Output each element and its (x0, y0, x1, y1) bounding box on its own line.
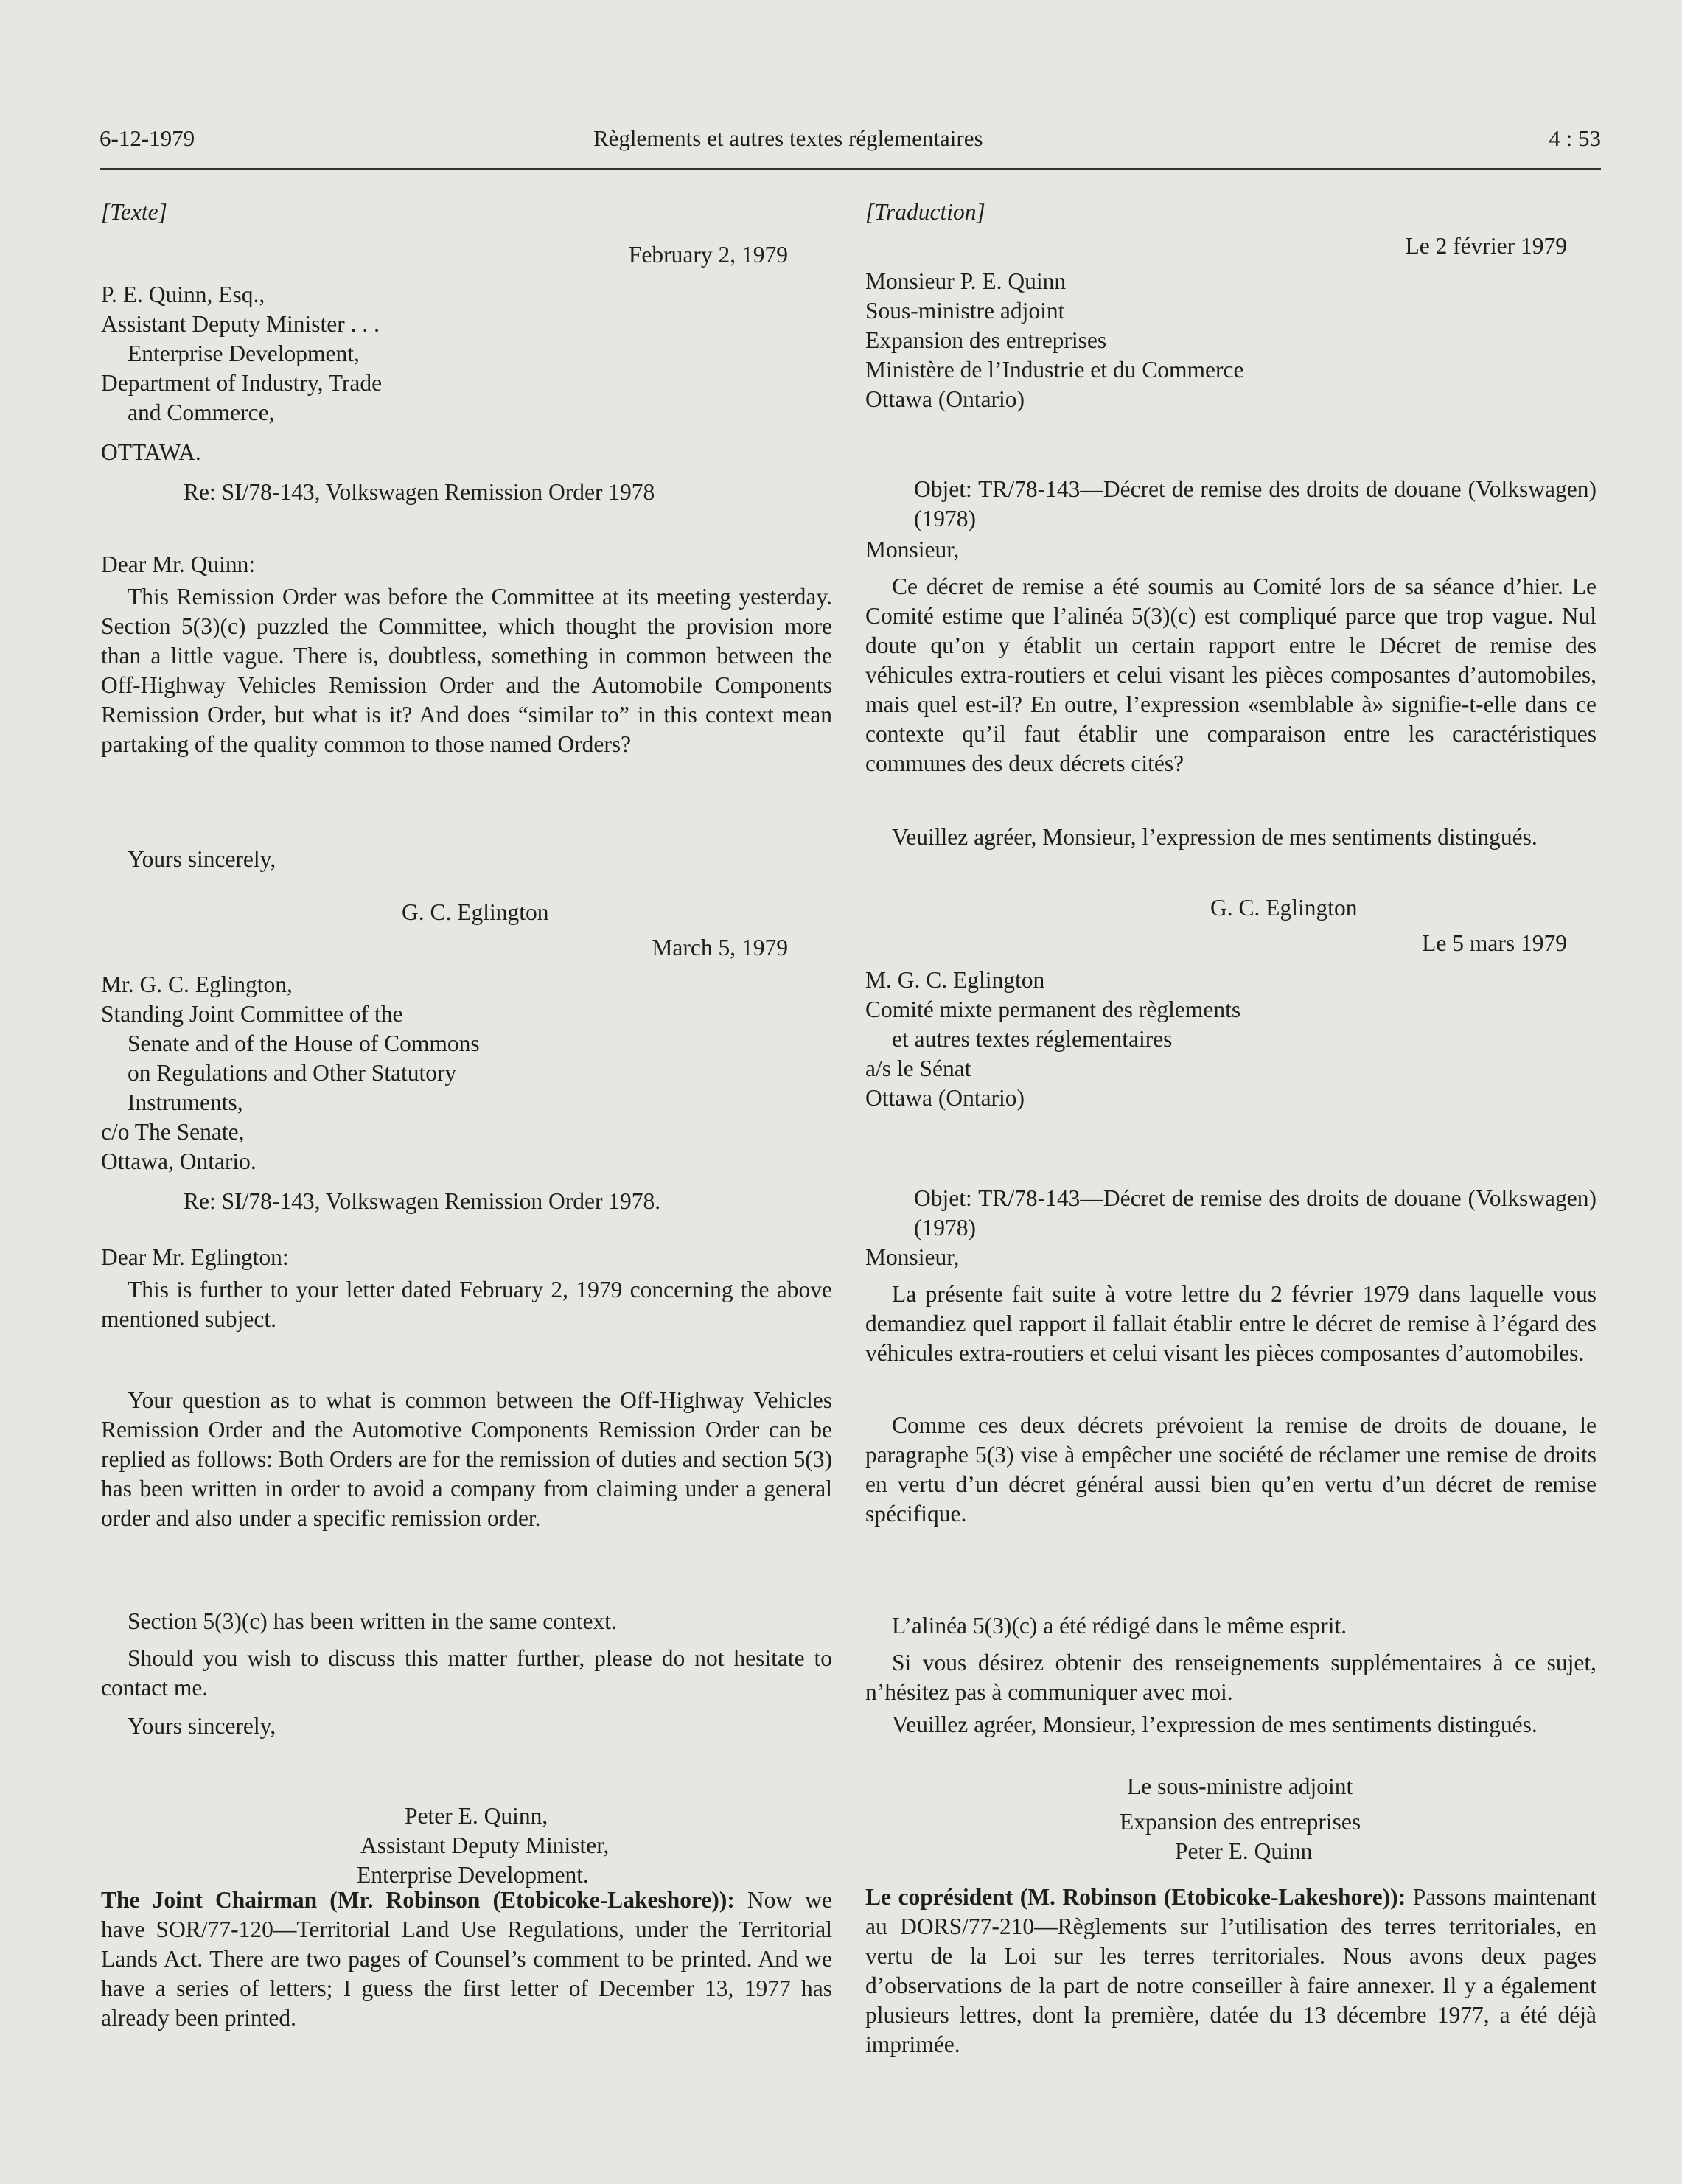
letter1-address (101, 280, 832, 467)
address-line: on Regulations and Other Statutory (128, 1060, 457, 1086)
letter2-paragraph-4: Should you wish to discuss this matter further, please do not hesitate to contact me. (101, 1645, 832, 1700)
address-line: Standing Joint Committee of the (101, 1001, 403, 1027)
letter1-date: February 2, 1979 (628, 242, 788, 268)
signature-line: Assistant Deputy Minister, (360, 1832, 610, 1858)
letter1-closing: Yours sincerely, (128, 846, 276, 872)
letter1-signature: G. C. Eglington (402, 899, 549, 925)
letter1-signature: G. C. Eglington (1210, 895, 1358, 921)
letter2-paragraph-3: L’alinéa 5(3)(c) a été rédigé dans le même esprit. (892, 1613, 1347, 1639)
address-line: Monsieur P. E. Quinn (865, 268, 1067, 294)
letter1-body: Ce décret de remise a été soumis au Comité lors de sa séance d’hier. Le Comité estime que l’alinéa 5(3)(c) est compliqué parce que trop vague. Nul doute qu’on y établit un certain rapport entre le Décret de remise des véhicules extra-routiers et celui visant les pièces composantes d’automobiles, mais quel est-il? En outre, l’expression «semblable à» signifie-t-elle dans ce contexte qu’il faut établir une comparaison entre les caractéristiques communes des deux décrets cités? (865, 573, 1596, 776)
letter1-closing: Veuillez agréer, Monsieur, l’expression de mes sentiments distingués. (892, 824, 1538, 850)
address-line: et autres textes réglementaires (892, 1026, 1173, 1052)
address-line: Senate and of the House of Commons (128, 1030, 480, 1056)
letter2-paragraph-4: Si vous désirez obtenir des renseignements supplémentaires à ce sujet, n’hésitez pas à communiquer avec moi. (865, 1650, 1596, 1705)
address-line: Comité mixte permanent des règlements (865, 997, 1241, 1022)
letter1-date: Le 2 février 1979 (1405, 233, 1567, 259)
address-line: and Commerce, (128, 400, 275, 425)
speaker-name: The Joint Chairman (Mr. Robinson (Etobicoke-Lakeshore)): (101, 1887, 735, 1913)
address-line: Ottawa, Ontario. (101, 1148, 257, 1174)
chairman-remarks (101, 1885, 832, 2033)
letter2-salutation: Monsieur, (865, 1244, 960, 1270)
address-line: OTTAWA. (101, 439, 201, 465)
address-line: a/s le Sénat (865, 1056, 971, 1081)
address-line: Enterprise Development, (128, 341, 360, 366)
letter1-salutation: Dear Mr. Quinn: (101, 551, 256, 577)
address-line: Expansion des entreprises (865, 327, 1107, 353)
letter2-address (101, 970, 832, 1176)
letter2-date: Le 5 mars 1979 (1422, 930, 1567, 956)
letter2-subject: Objet: TR/78-143—Décret de remise des droits de douane (Volkswagen) (1978) (914, 1185, 1596, 1241)
letter2-date: March 5, 1979 (652, 935, 788, 960)
address-line: Instruments, (128, 1089, 243, 1115)
letter2-paragraph-2: Your question as to what is common between the Off-Highway Vehicles Remission Order and the Automotive Components Remission Order can be replied as follows: Both Orders are for the remission of duties and section 5(3) has been written in order to avoid a company from claiming under a general order and also under a specific remission order. (101, 1387, 832, 1531)
letter2-signature (865, 1772, 1596, 1866)
chairman-remarks (865, 1883, 1596, 2059)
signature-line: Expansion des entreprises (1120, 1809, 1361, 1835)
address-line: M. G. C. Eglington (865, 967, 1045, 993)
letter1-body: This Remission Order was before the Committee at its meeting yesterday. Section 5(3)(c) puzzled the Committee, which thought the provision more than a little vague. There is, doubtless, something in common between the Off-Highway Vehicles Remission Order and the Automobile Components Remission Order, but what is it? And does “similar to” in this context mean partaking of the quality common to those named Orders? (101, 584, 832, 757)
speaker-text: Now we have SOR/77-120—Territorial Land Use Regulations, under the Territorial Lands Act. There are two pages of Counsel’s comment to be printed. And we have a series of letters; I guess the first letter of December 13, 1977 has already been printed. (101, 1887, 832, 2031)
subject-text: Objet: TR/78-143—Décret de remise des droits de douane (Volkswagen) (1978) (914, 476, 1596, 531)
letter2-paragraph-1: This is further to your letter dated February 2, 1979 concerning the above mentioned subject. (101, 1277, 832, 1332)
letter2-paragraph-2: Comme ces deux décrets prévoient la remise de droits de douane, le paragraphe 5(3) vise à empêcher une société de réclamer une remise de droits en vertu d’un décret général aussi bien qu’en vertu d’un décret de remise spécifique. (865, 1412, 1596, 1527)
signature-line: Peter E. Quinn (1175, 1838, 1313, 1864)
letter1-salutation: Monsieur, (865, 537, 960, 562)
letter2-paragraph-1: La présente fait suite à votre lettre du 2 février 1979 dans laquelle vous demandiez quel rapport il fallait établir entre le décret de remise à l’égard des véhicules extra-routiers et celui visant les pièces composantes d’automobiles. (865, 1281, 1596, 1366)
header-title: Règlements et autres textes réglementaires (593, 125, 983, 151)
letter2-closing: Veuillez agréer, Monsieur, l’expression de mes sentiments distingués. (892, 1712, 1538, 1737)
text-tag: [Texte] (101, 199, 167, 225)
letter2-salutation: Dear Mr. Eglington: (101, 1244, 289, 1270)
running-header (100, 125, 1601, 170)
letter1-address (865, 267, 1596, 414)
header-page-number: 4 : 53 (1549, 125, 1601, 151)
letter1-subject (865, 475, 1596, 534)
address-line: Mr. G. C. Eglington, (101, 971, 293, 997)
letter2-signature (101, 1801, 832, 1890)
letter2-subject: Re: SI/78-143, Volkswagen Remission Order 1978. (184, 1188, 661, 1214)
address-line: Department of Industry, Trade (101, 370, 383, 396)
letter2-closing: Yours sincerely, (128, 1713, 276, 1739)
address-line: Ottawa (Ontario) (865, 386, 1025, 412)
letter2-paragraph-3: Section 5(3)(c) has been written in the same context. (128, 1608, 617, 1634)
address-line: Assistant Deputy Minister . . . (101, 311, 380, 337)
address-line: P. E. Quinn, Esq., (101, 282, 265, 307)
letter1-subject: Re: SI/78-143, Volkswagen Remission Order 1978 (184, 479, 655, 505)
address-line: Ottawa (Ontario) (865, 1085, 1025, 1111)
header-rule (100, 168, 1601, 170)
translation-tag: [Traduction] (865, 199, 985, 225)
header-date: 6-12-1979 (100, 125, 195, 151)
speaker-text: Passons maintenant au DORS/77-210—Règlements sur l’utilisation des terres territoriales, en vertu de la Loi sur les terres territoriales. Nous avons deux pages d’observations de la part de notre conseiller à faire annexer. Il y a également plusieurs lettres, dont la première, datée du 13 décembre 1977, a été déjà imprimée. (865, 1884, 1596, 2057)
address-line: Sous-ministre adjoint (865, 298, 1065, 324)
letter2-address (865, 966, 1596, 1113)
address-line: c/o The Senate, (101, 1119, 245, 1145)
signature-line: Peter E. Quinn, (405, 1803, 548, 1829)
speaker-name: Le coprésident (M. Robinson (Etobicoke-Lakeshore)): (865, 1884, 1406, 1910)
signature-line: Enterprise Development. (357, 1862, 589, 1888)
address-line: Ministère de l’Industrie et du Commerce (865, 357, 1244, 383)
signature-line: Le sous-ministre adjoint (1127, 1773, 1353, 1799)
